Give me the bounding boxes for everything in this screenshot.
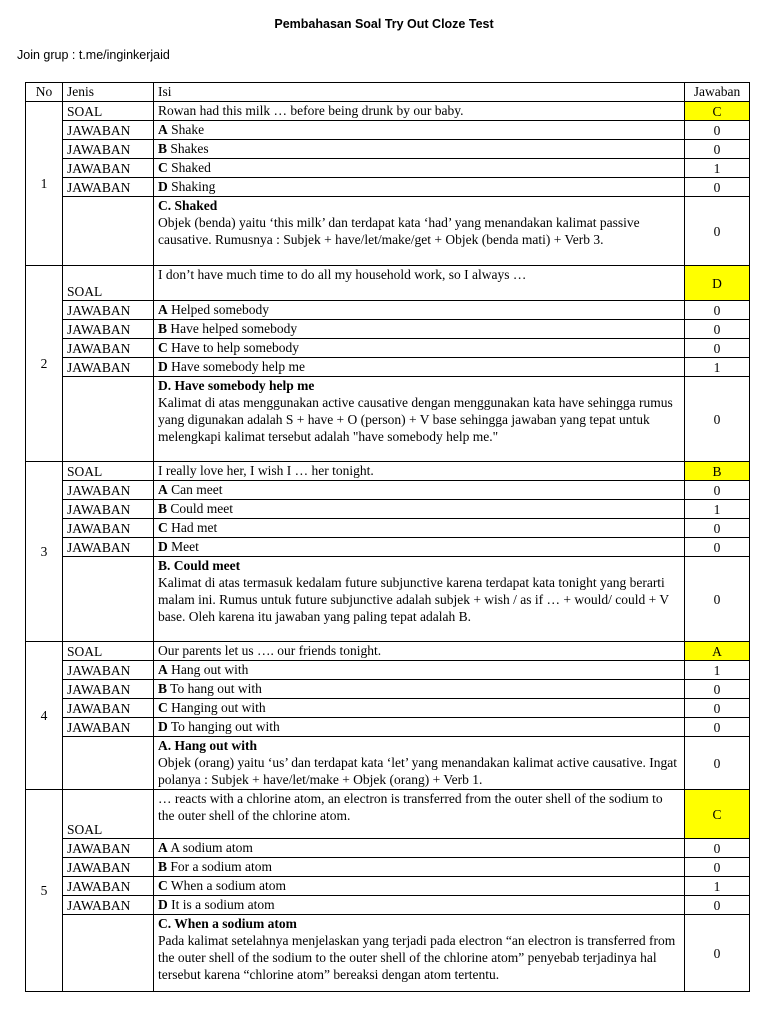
- jenis-jawaban: JAWABAN: [63, 839, 154, 858]
- option-letter: C: [158, 520, 168, 535]
- option-text: It is a sodium atom: [167, 897, 275, 912]
- jenis-jawaban: JAWABAN: [63, 680, 154, 699]
- option-cell: [154, 121, 685, 140]
- option-score: 0: [685, 680, 750, 699]
- question-text: … reacts with a chlorine atom, an electron is transferred from the outer shell of the sodium to the outer shell of the chlorine atom.: [154, 790, 685, 839]
- jenis-jawaban: JAWABAN: [63, 301, 154, 320]
- option-score: 1: [685, 159, 750, 178]
- question-text: Rowan had this milk … before being drunk by our baby.: [154, 102, 685, 121]
- option-score: 1: [685, 358, 750, 377]
- explanation-title: D. Have somebody help me: [158, 378, 315, 393]
- jenis-jawaban: JAWABAN: [63, 896, 154, 915]
- option-cell: [154, 718, 685, 737]
- table-header-row: [26, 83, 750, 102]
- question-number: 5: [26, 790, 63, 992]
- explanation-row: [26, 377, 750, 462]
- jenis-jawaban: JAWABAN: [63, 178, 154, 197]
- question-row: [26, 642, 750, 661]
- option-letter: C: [158, 878, 168, 893]
- option-text: Shaked: [167, 160, 211, 175]
- option-score: 0: [685, 699, 750, 718]
- option-text: To hang out with: [167, 681, 262, 696]
- header-isi: Isi: [154, 83, 685, 102]
- explanation-text: Pada kalimat setelahnya menjelaskan yang terjadi pada electron “an electron is transferred from the outer shell of the sodium to the outer shell of the chlorine atom” penyebab terjadinya hal tersebut karena “chlorine atom” bereaksi dengan atom tertentu.: [158, 933, 676, 982]
- jenis-jawaban: JAWABAN: [63, 339, 154, 358]
- explanation-cell: [154, 557, 685, 642]
- option-text: A sodium atom: [167, 840, 253, 855]
- option-text: When a sodium atom: [167, 878, 286, 893]
- option-row: [26, 661, 750, 680]
- correct-answer-badge: B: [685, 462, 750, 481]
- option-score: 1: [685, 500, 750, 519]
- option-cell: [154, 320, 685, 339]
- option-text: Shaking: [167, 179, 216, 194]
- jenis-jawaban: JAWABAN: [63, 121, 154, 140]
- correct-answer-badge: D: [685, 266, 750, 301]
- jenis-soal: SOAL: [63, 462, 154, 481]
- option-score: 0: [685, 121, 750, 140]
- option-row: [26, 121, 750, 140]
- explanation-score: 0: [685, 377, 750, 462]
- option-cell: [154, 877, 685, 896]
- option-letter: C: [158, 160, 168, 175]
- explanation-cell: [154, 915, 685, 992]
- option-text: Hang out with: [167, 662, 249, 677]
- option-cell: [154, 301, 685, 320]
- option-cell: [154, 661, 685, 680]
- option-row: [26, 839, 750, 858]
- jenis-soal: SOAL: [63, 790, 154, 839]
- option-text: Have somebody help me: [167, 359, 305, 374]
- question-number: 1: [26, 102, 63, 266]
- jenis-jawaban: JAWABAN: [63, 718, 154, 737]
- option-score: 1: [685, 877, 750, 896]
- option-text: Hanging out with: [167, 700, 266, 715]
- option-row: [26, 877, 750, 896]
- option-row: [26, 301, 750, 320]
- jenis-jawaban: JAWABAN: [63, 320, 154, 339]
- option-row: [26, 339, 750, 358]
- table-body: [26, 102, 750, 992]
- option-letter: D: [158, 719, 168, 734]
- option-row: [26, 320, 750, 339]
- option-letter: B: [158, 681, 168, 696]
- explanation-score: 0: [685, 557, 750, 642]
- jenis-jawaban: JAWABAN: [63, 538, 154, 557]
- option-letter: D: [158, 359, 168, 374]
- option-letter: A: [158, 840, 168, 855]
- join-group-text: Join grup : t.me/inginkerjaid: [17, 48, 170, 62]
- header-no: No: [26, 83, 63, 102]
- jenis-empty: [63, 737, 154, 790]
- option-text: Shake: [167, 122, 205, 137]
- explanation-text: Objek (benda) yaitu ‘this milk’ dan terdapat kata ‘had’ yang menandakan kalimat passive causative. Rumusnya : Subjek + have/let/make/get + Objek (benda mati) + Verb 3.: [158, 215, 640, 247]
- option-row: [26, 680, 750, 699]
- question-row: [26, 102, 750, 121]
- correct-answer-badge: A: [685, 642, 750, 661]
- explanation-title: C. When a sodium atom: [158, 916, 297, 931]
- correct-answer-badge: C: [685, 102, 750, 121]
- option-score: 0: [685, 896, 750, 915]
- option-letter: B: [158, 321, 168, 336]
- option-cell: [154, 839, 685, 858]
- jenis-empty: [63, 377, 154, 462]
- option-text: Shakes: [167, 141, 209, 156]
- question-number: 3: [26, 462, 63, 642]
- option-text: Had met: [167, 520, 218, 535]
- option-row: [26, 896, 750, 915]
- jenis-jawaban: JAWABAN: [63, 481, 154, 500]
- option-letter: B: [158, 501, 168, 516]
- jenis-empty: [63, 557, 154, 642]
- option-cell: [154, 159, 685, 178]
- explanation-cell: [154, 377, 685, 462]
- option-cell: [154, 538, 685, 557]
- jenis-soal: SOAL: [63, 642, 154, 661]
- explanation-cell: [154, 197, 685, 266]
- jenis-jawaban: JAWABAN: [63, 159, 154, 178]
- explanation-title: B. Could meet: [158, 558, 241, 573]
- answer-table: [25, 82, 750, 992]
- option-score: 0: [685, 140, 750, 159]
- correct-answer-badge: C: [685, 790, 750, 839]
- option-score: 0: [685, 718, 750, 737]
- option-text: To hanging out with: [167, 719, 280, 734]
- option-score: 0: [685, 481, 750, 500]
- option-text: Could meet: [167, 501, 234, 516]
- option-cell: [154, 178, 685, 197]
- option-letter: A: [158, 122, 168, 137]
- option-score: 0: [685, 301, 750, 320]
- option-text: Have to help somebody: [167, 340, 299, 355]
- question-row: [26, 266, 750, 301]
- option-cell: [154, 140, 685, 159]
- option-letter: A: [158, 302, 168, 317]
- explanation-row: [26, 915, 750, 992]
- option-text: Can meet: [167, 482, 223, 497]
- option-cell: [154, 699, 685, 718]
- option-text: For a sodium atom: [167, 859, 273, 874]
- jenis-soal: SOAL: [63, 266, 154, 301]
- option-letter: D: [158, 897, 168, 912]
- option-score: 0: [685, 519, 750, 538]
- explanation-cell: [154, 737, 685, 790]
- option-row: [26, 718, 750, 737]
- header-jenis: Jenis: [63, 83, 154, 102]
- jenis-empty: [63, 197, 154, 266]
- option-letter: C: [158, 700, 168, 715]
- option-row: [26, 140, 750, 159]
- option-score: 1: [685, 661, 750, 680]
- explanation-row: [26, 197, 750, 266]
- option-cell: [154, 339, 685, 358]
- explanation-score: 0: [685, 737, 750, 790]
- jenis-soal: SOAL: [63, 102, 154, 121]
- explanation-title: A. Hang out with: [158, 738, 258, 753]
- page-title: Pembahasan Soal Try Out Cloze Test: [274, 17, 494, 31]
- option-letter: A: [158, 662, 168, 677]
- explanation-title: C. Shaked: [158, 198, 218, 213]
- option-cell: [154, 500, 685, 519]
- header-jawaban: Jawaban: [685, 83, 750, 102]
- option-text: Have helped somebody: [167, 321, 298, 336]
- option-letter: D: [158, 539, 168, 554]
- option-row: [26, 178, 750, 197]
- option-row: [26, 538, 750, 557]
- option-text: Helped somebody: [167, 302, 269, 317]
- option-cell: [154, 481, 685, 500]
- jenis-jawaban: JAWABAN: [63, 699, 154, 718]
- jenis-jawaban: JAWABAN: [63, 358, 154, 377]
- explanation-row: [26, 737, 750, 790]
- option-row: [26, 159, 750, 178]
- jenis-jawaban: JAWABAN: [63, 519, 154, 538]
- option-row: [26, 481, 750, 500]
- option-letter: B: [158, 141, 168, 156]
- option-text: Meet: [167, 539, 199, 554]
- explanation-text: Kalimat di atas termasuk kedalam future subjunctive karena terdapat kata tonight yang berarti malam ini. Rumus untuk future subjunctive adalah subjek + wish / as if … + would/ could + V base. Oleh karena itu jawaban yang paling tepat adalah B.: [158, 575, 669, 624]
- option-cell: [154, 519, 685, 538]
- option-score: 0: [685, 858, 750, 877]
- option-score: 0: [685, 320, 750, 339]
- question-number: 2: [26, 266, 63, 462]
- explanation-score: 0: [685, 915, 750, 992]
- explanation-score: 0: [685, 197, 750, 266]
- question-text: Our parents let us …. our friends tonight.: [154, 642, 685, 661]
- option-letter: C: [158, 340, 168, 355]
- explanation-text: Kalimat di atas menggunakan active causative dengan menggunakan kata have sehingga rumus yang digunakan adalah S + have + O (person) + V base sehingga jawaban yang tepat untuk melengkapi kalimat tersebut adalah "have somebody help me.": [158, 395, 673, 444]
- question-row: [26, 462, 750, 481]
- option-cell: [154, 896, 685, 915]
- jenis-jawaban: JAWABAN: [63, 858, 154, 877]
- jenis-jawaban: JAWABAN: [63, 877, 154, 896]
- option-score: 0: [685, 538, 750, 557]
- option-row: [26, 500, 750, 519]
- option-row: [26, 358, 750, 377]
- option-row: [26, 699, 750, 718]
- option-letter: B: [158, 859, 168, 874]
- option-cell: [154, 680, 685, 699]
- question-row: [26, 790, 750, 839]
- option-row: [26, 858, 750, 877]
- explanation-row: [26, 557, 750, 642]
- jenis-empty: [63, 915, 154, 992]
- option-cell: [154, 358, 685, 377]
- option-letter: A: [158, 482, 168, 497]
- jenis-jawaban: JAWABAN: [63, 140, 154, 159]
- question-number: 4: [26, 642, 63, 790]
- question-text: I don’t have much time to do all my household work, so I always …: [154, 266, 685, 301]
- question-text: I really love her, I wish I … her tonight.: [154, 462, 685, 481]
- explanation-text: Objek (orang) yaitu ‘us’ dan terdapat kata ‘let’ yang menandakan kalimat active causative. Ingat polanya : Subjek + have/let/make + Objek (orang) + Verb 1.: [158, 755, 678, 787]
- option-letter: D: [158, 179, 168, 194]
- jenis-jawaban: JAWABAN: [63, 661, 154, 680]
- option-score: 0: [685, 178, 750, 197]
- option-row: [26, 519, 750, 538]
- option-score: 0: [685, 339, 750, 358]
- option-cell: [154, 858, 685, 877]
- option-score: 0: [685, 839, 750, 858]
- jenis-jawaban: JAWABAN: [63, 500, 154, 519]
